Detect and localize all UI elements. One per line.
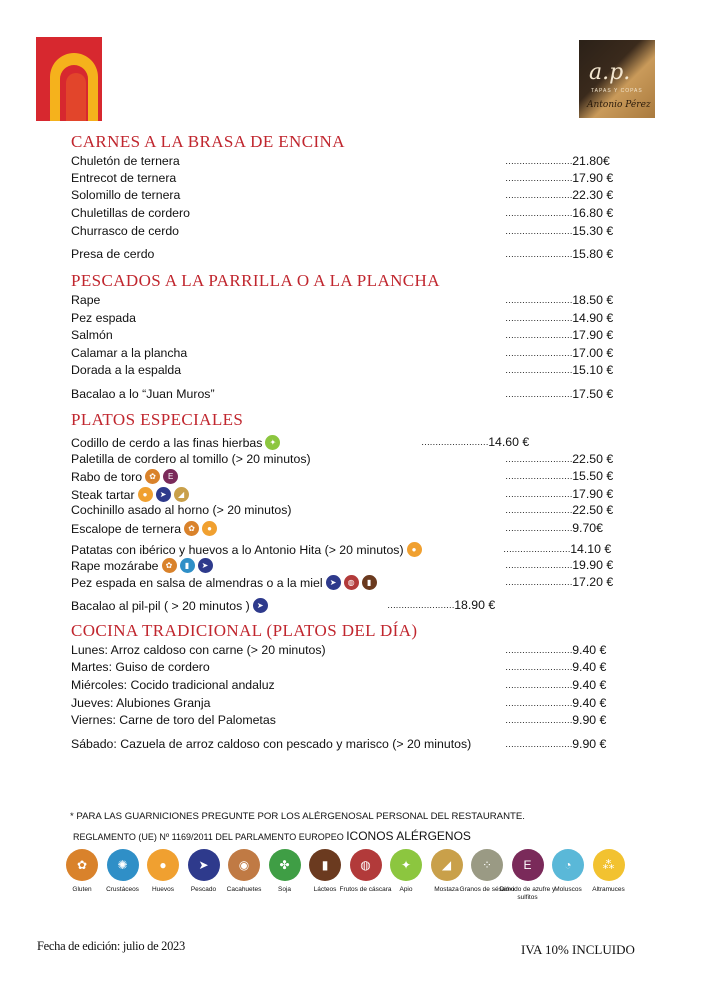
dish-name (71, 171, 176, 185)
restaurant-logo (36, 37, 102, 121)
menu-item (71, 328, 614, 346)
price-value: 21.80€ (572, 154, 610, 168)
dish-name (71, 435, 280, 450)
dish-label: Viernes: Carne de toro del Palometas (71, 713, 276, 727)
leader-dots: …………………… (387, 600, 455, 610)
menu-item (71, 469, 614, 487)
price-value: 9.40 € (572, 696, 607, 710)
leader-dots: …………………… (505, 560, 573, 570)
dish-label: Chuletón de ternera (71, 154, 180, 168)
fish-icon: ➤ (198, 558, 213, 573)
price-value: 22.50 € (572, 503, 614, 517)
nuts-icon: ◍ (350, 849, 382, 881)
dish-name (71, 558, 213, 573)
dish-name (71, 696, 210, 710)
mustard-icon: ◢ (174, 487, 189, 502)
price-value: 18.50 € (572, 293, 614, 307)
dish-label: Lunes: Arroz caldoso con carne (> 20 minutos) (71, 643, 326, 657)
dish-name (71, 206, 190, 220)
menu-item (71, 643, 611, 661)
leader-dots: …………………… (505, 313, 573, 323)
dish-label: Pez espada (71, 311, 136, 325)
section-title: COCINA TRADICIONAL (PLATOS DEL DÍA) (71, 621, 418, 640)
dish-price (505, 346, 613, 360)
sulphites-icon: E (163, 469, 178, 484)
dish-price (505, 487, 613, 501)
dish-name (71, 363, 181, 377)
price-value: 17.90 € (572, 328, 614, 342)
dish-price (505, 713, 606, 727)
leader-dots: …………………… (505, 739, 573, 749)
regulation-text: REGLAMENTO (UE) Nº 1169/2011 DEL PARLAMENTO EUROPEO (73, 832, 344, 842)
dish-name (71, 737, 471, 751)
soy-icon: ✤ (269, 849, 301, 881)
leader-dots: …………………… (505, 190, 573, 200)
dish-name (71, 643, 326, 657)
price-value: 22.30 € (572, 188, 614, 202)
allergen-label: Mostaza (434, 886, 459, 893)
price-value: 9.70€ (572, 521, 603, 535)
logo-tagline: TAPAS Y COPAS (591, 88, 643, 94)
price-value: 9.90 € (572, 713, 607, 727)
dish-label: Paletilla de cordero al tomillo (> 20 minutos) (71, 452, 311, 466)
menu-item (71, 171, 614, 189)
menu-item (71, 387, 614, 405)
leader-dots: …………………… (505, 489, 573, 499)
dish-name (71, 224, 179, 238)
dish-name (71, 713, 276, 727)
dish-label: Calamar a la plancha (71, 346, 188, 360)
price-value: 15.10 € (572, 363, 614, 377)
dish-label: Patatas con ibérico y huevos a lo Antonio Hita (> 20 minutos) (71, 542, 404, 557)
dish-price (505, 643, 606, 657)
dish-label: Chuletillas de cordero (71, 206, 190, 220)
price-value: 17.90 € (572, 171, 614, 185)
menu-item (71, 154, 611, 172)
regulation-title: ICONOS ALÉRGENOS (346, 829, 471, 843)
gluten-icon: ✿ (184, 521, 199, 536)
price-value: 15.50 € (572, 469, 614, 483)
allergen-label: Lácteos (313, 886, 337, 893)
dish-name (71, 346, 187, 360)
peanuts-icon: ◉ (228, 849, 260, 881)
allergen-label: Altramuces (592, 886, 625, 893)
leader-dots: …………………… (505, 295, 573, 305)
dish-label: Entrecot de ternera (71, 171, 177, 185)
price-value: 18.90 € (454, 598, 496, 612)
leader-dots: …………………… (505, 680, 573, 690)
allergen-legend-item (579, 845, 639, 894)
menu-item (71, 363, 614, 381)
logo-signature: Antonio Pérez (587, 100, 651, 110)
dish-price (505, 387, 613, 401)
dish-price (505, 154, 610, 168)
dish-label: Rape (71, 293, 101, 307)
mustard-icon: ◢ (431, 849, 463, 881)
price-value: 14.60 € (488, 435, 530, 449)
fish-icon: ➤ (188, 849, 220, 881)
dish-name (71, 311, 136, 325)
dish-label: Pez espada en salsa de almendras o a la miel (71, 575, 323, 590)
dish-label: Jueves: Alubiones Granja (71, 696, 211, 710)
dairy-icon: ▮ (309, 849, 341, 881)
leader-dots: …………………… (505, 365, 573, 375)
dish-label: Miércoles: Cocido tradicional andaluz (71, 678, 275, 692)
leader-dots: …………………… (505, 173, 573, 183)
menu-item (71, 224, 614, 242)
eggs-icon: ● (147, 849, 179, 881)
dish-price (505, 293, 613, 307)
dish-price (505, 737, 606, 751)
allergen-legend (60, 845, 650, 905)
dish-price (387, 598, 495, 612)
dish-label: Churrasco de cerdo (71, 224, 179, 238)
leader-dots: …………………… (505, 389, 573, 399)
dish-name (71, 660, 210, 674)
price-value: 17.90 € (572, 487, 614, 501)
nuts-icon: ◍ (344, 575, 359, 590)
allergen-label: Moluscos (554, 886, 582, 893)
allergen-label: Pescado (190, 886, 217, 893)
dish-name (71, 247, 154, 261)
allergen-label: Frutos de cáscara (339, 886, 392, 893)
menu-item (71, 521, 611, 539)
dish-price (505, 311, 613, 325)
celery-icon: ✦ (265, 435, 280, 450)
price-value: 9.40 € (572, 660, 607, 674)
menu-item (71, 558, 614, 576)
dish-name (71, 598, 268, 613)
dish-price (505, 558, 613, 572)
celery-icon: ✦ (390, 849, 422, 881)
dish-name (71, 452, 311, 466)
price-value: 17.00 € (572, 346, 614, 360)
leader-dots: …………………… (505, 523, 573, 533)
price-value: 15.30 € (572, 224, 614, 238)
menu-item (71, 435, 611, 453)
milk-icon: ▮ (180, 558, 195, 573)
allergen-label: Apio (399, 886, 413, 893)
lupin-icon: ⁂ (593, 849, 625, 881)
price-value: 19.90 € (572, 558, 614, 572)
leader-dots: …………………… (505, 330, 573, 340)
gluten-icon: ✿ (66, 849, 98, 881)
dairy-jar-icon: ▮ (362, 575, 377, 590)
dish-price (505, 328, 613, 342)
price-value: 17.20 € (572, 575, 614, 589)
antonio-perez-logo (579, 40, 655, 118)
menu-item (71, 293, 614, 311)
allergen-label: Gluten (72, 886, 92, 893)
dish-name (71, 154, 180, 168)
price-value: 16.80 € (572, 206, 614, 220)
dish-price (505, 224, 613, 238)
dish-name (71, 387, 215, 401)
price-value: 14.90 € (572, 311, 614, 325)
menu-item (71, 311, 614, 329)
menu-item (71, 660, 611, 678)
menu-item (71, 503, 614, 521)
dish-price (505, 678, 606, 692)
dish-price (505, 660, 606, 674)
leader-dots: …………………… (503, 544, 571, 554)
dish-name (71, 542, 422, 557)
menu-item (71, 696, 611, 714)
leader-dots: …………………… (505, 226, 573, 236)
dish-name (71, 575, 377, 590)
leader-dots: …………………… (505, 715, 573, 725)
allergen-label: Crustáceos (106, 886, 139, 893)
leader-dots: …………………… (505, 249, 573, 259)
price-value: 9.40 € (572, 678, 607, 692)
dish-name (71, 487, 189, 502)
menu-item (71, 575, 614, 593)
dish-price (505, 452, 613, 466)
allergen-label: Soja (277, 886, 291, 893)
menu-item (71, 206, 614, 224)
leader-dots: …………………… (505, 471, 573, 481)
dish-label: Sábado: Cazuela de arroz caldoso con pescado y marisco (> 20 minutos) (71, 737, 472, 751)
dish-name (71, 293, 100, 307)
dish-price (505, 503, 613, 517)
fish-icon: ➤ (156, 487, 171, 502)
eggs-icon: ● (407, 542, 422, 557)
dish-label: Codillo de cerdo a las finas hierbas (71, 435, 263, 450)
menu-item (71, 247, 614, 265)
regulation-line (73, 829, 471, 843)
gluten-icon: ✿ (145, 469, 160, 484)
dish-price (505, 247, 613, 261)
menu-item (71, 452, 614, 470)
dish-label: Solomillo de ternera (71, 188, 181, 202)
vat-notice: IVA 10% INCLUIDO (521, 942, 635, 957)
menu-item (71, 598, 611, 616)
allergen-label: Dióxido de azufre y sulfitos (499, 886, 556, 901)
section-title: PLATOS ESPECIALES (71, 410, 244, 429)
sulphites-icon: E (512, 849, 544, 881)
crustaceans-icon: ✺ (107, 849, 139, 881)
dish-label: Escalope de ternera (71, 521, 182, 536)
dish-name (71, 521, 217, 536)
gluten-icon: ✿ (162, 558, 177, 573)
dish-price (505, 575, 613, 589)
dish-name (71, 503, 291, 517)
dish-name (71, 678, 275, 692)
allergen-label: Huevos (151, 886, 175, 893)
dish-label: Dorada a la espalda (71, 363, 182, 377)
dish-label: Salmón (71, 328, 113, 342)
menu-item (71, 713, 611, 731)
dish-label: Rabo de toro (71, 469, 143, 484)
eggs-icon: ● (202, 521, 217, 536)
molluscs-icon: ◔ (552, 849, 584, 881)
dish-price (505, 363, 613, 377)
edition-date: Fecha de edición: julio de 2023 (37, 939, 185, 953)
sesame-icon: ⁘ (471, 849, 503, 881)
dish-label: Presa de cerdo (71, 247, 155, 261)
leader-dots: …………………… (505, 454, 573, 464)
allergen-label: Cacahuetes (226, 886, 262, 893)
fish-icon: ➤ (326, 575, 341, 590)
price-value: 14.10 € (570, 542, 612, 556)
dish-price (505, 171, 613, 185)
allergen-label: Granos de sésamo (459, 886, 515, 893)
dish-label: Cochinillo asado al horno (> 20 minutos) (71, 503, 292, 517)
menu-item (71, 737, 611, 755)
leader-dots: …………………… (421, 437, 489, 447)
dish-price (505, 696, 606, 710)
fish-icon: ➤ (253, 598, 268, 613)
section-title: CARNES A LA BRASA DE ENCINA (71, 132, 345, 151)
price-value: 9.40 € (572, 643, 607, 657)
section-title: PESCADOS A LA PARRILLA O A LA PLANCHA (71, 271, 440, 290)
menu-item (71, 188, 614, 206)
eggs-icon: ● (138, 487, 153, 502)
dish-price (505, 206, 613, 220)
logo-mark: a.p. (589, 60, 631, 85)
leader-dots: …………………… (505, 662, 573, 672)
dish-name (71, 188, 180, 202)
price-value: 22.50 € (572, 452, 614, 466)
leader-dots: …………………… (505, 208, 573, 218)
dish-label: Bacalao a lo “Juan Muros” (71, 387, 215, 401)
leader-dots: …………………… (505, 505, 573, 515)
dish-name (71, 469, 178, 484)
dish-price (421, 435, 529, 449)
dish-price (503, 542, 611, 556)
price-value: 9.90 € (572, 737, 607, 751)
leader-dots: …………………… (505, 698, 573, 708)
dish-label: Rape mozárabe (71, 558, 159, 573)
menu-item (71, 346, 614, 364)
dish-price (505, 521, 603, 535)
leader-dots: …………………… (505, 156, 573, 166)
leader-dots: …………………… (505, 577, 573, 587)
dish-label: Martes: Guiso de cordero (71, 660, 210, 674)
leader-dots: …………………… (505, 645, 573, 655)
price-value: 15.80 € (572, 247, 614, 261)
allergen-note: * PARA LAS GUARNICIONES PREGUNTE POR LOS ALÉRGENOSAL PERSONAL DEL RESTAURANTE. (70, 811, 525, 822)
dish-price (505, 188, 613, 202)
leader-dots: …………………… (505, 348, 573, 358)
dish-label: Steak tartar (71, 487, 135, 502)
dish-label: Bacalao al pil-pil ( > 20 minutos ) (71, 598, 250, 613)
dish-name (71, 328, 113, 342)
menu-item (71, 678, 611, 696)
price-value: 17.50 € (572, 387, 614, 401)
dish-price (505, 469, 613, 483)
